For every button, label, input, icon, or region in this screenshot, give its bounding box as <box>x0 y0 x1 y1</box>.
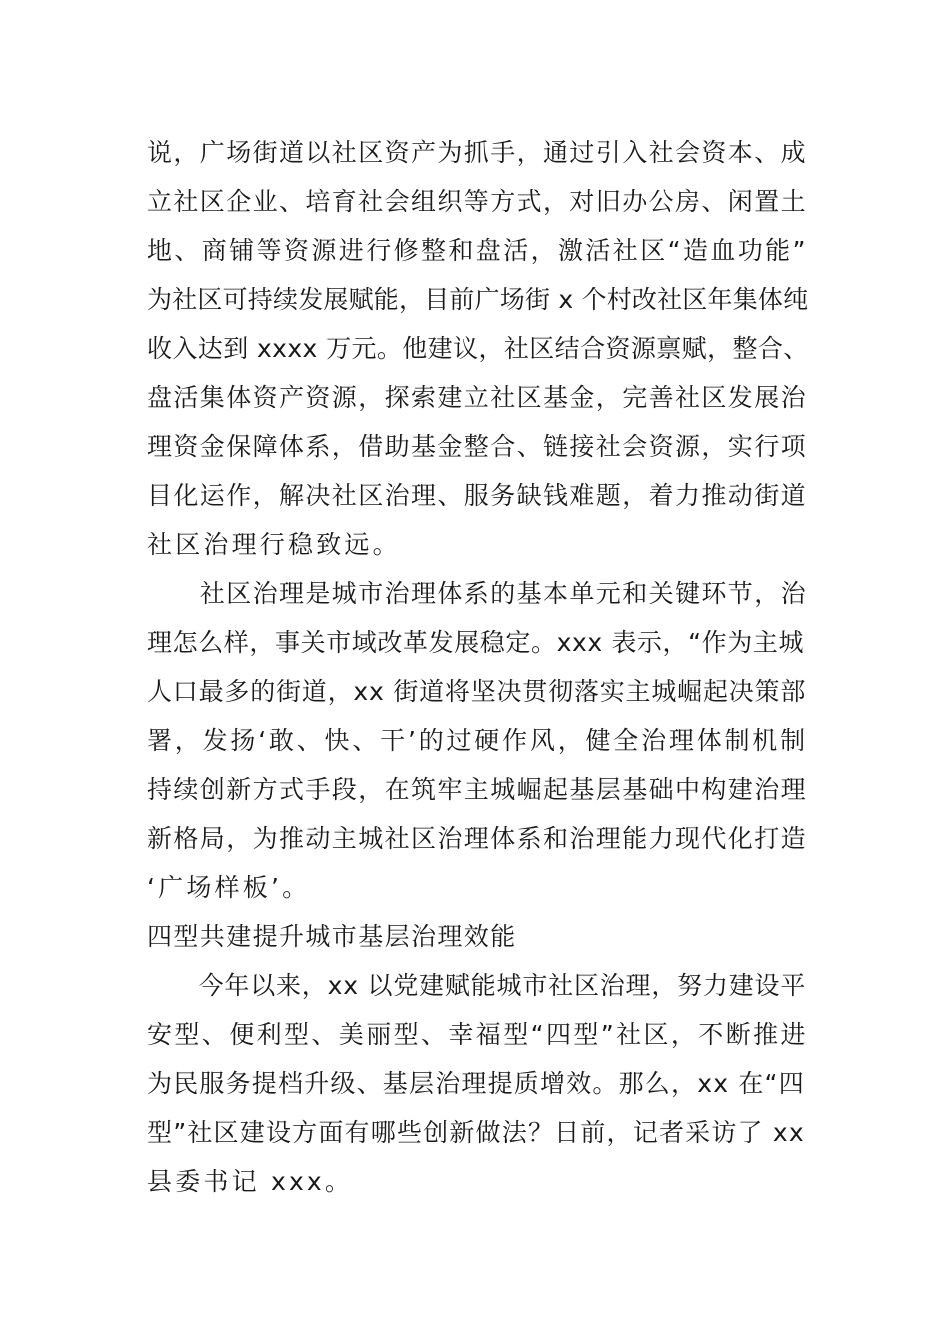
text-line: 县委书记 xxx。 <box>147 1167 354 1196</box>
text-line: ‘广场样板’。 <box>147 873 311 902</box>
text-line: 地、商铺等资源进行修整和盘活，激活社区“造血功能” <box>147 236 808 265</box>
text-line: 盘活集体资产资源，探索建立社区基金，完善社区发展治 <box>147 383 808 412</box>
text-line: 目化运作，解决社区治理、服务缺钱难题，着力推动街道 <box>147 481 808 510</box>
paragraph-1 <box>147 128 809 569</box>
text-line: 持续创新方式手段，在筑牢主城崛起基层基础中构建治理 <box>147 775 808 804</box>
text-line: 收入达到 xxxx 万元。他建议，社区结合资源禀赋，整合、 <box>147 334 809 363</box>
text-line: 为民服务提档升级、基层治理提质增效。那么，xx 在“四 <box>147 1069 805 1098</box>
text-line: 说，广场街道以社区资产为抓手，通过引入社会资本、成 <box>147 138 808 167</box>
paragraph-3 <box>147 961 809 1206</box>
text-line: 社区治理是城市治理体系的基本单元和关键环节，治 <box>147 579 808 608</box>
text-line: 新格局，为推动主城社区治理体系和治理能力现代化打造 <box>147 824 808 853</box>
text-line: 立社区企业、培育社会组织等方式，对旧办公房、闲置土 <box>147 187 808 216</box>
text-line: 为社区可持续发展赋能，目前广场街 x 个村改社区年集体纯 <box>147 285 809 314</box>
text-line: 社区治理行稳致远。 <box>147 530 401 559</box>
text-line: 安型、便利型、美丽型、幸福型“四型”社区，不断推进 <box>147 1020 808 1049</box>
text-line: 今年以来，xx 以党建赋能城市社区治理，努力建设平 <box>147 971 807 1000</box>
text-line: 署，发扬‘敢、快、干’的过硬作风，健全治理体制机制 <box>147 726 808 755</box>
text-line: 人口最多的街道，xx 街道将坚决贯彻落实主城崛起决策部 <box>147 677 807 706</box>
text-line: 理怎么样，事关市域改革发展稳定。xxx 表示，“作为主城 <box>147 628 805 657</box>
document-body <box>147 128 809 1206</box>
text-line: 理资金保障体系，借助基金整合、链接社会资源，实行项 <box>147 432 808 461</box>
section-heading: 四型共建提升城市基层治理效能 <box>147 922 517 951</box>
paragraph-2 <box>147 569 809 912</box>
text-line: 型”社区建设方面有哪些创新做法？日前，记者采访了 xx <box>147 1118 805 1147</box>
